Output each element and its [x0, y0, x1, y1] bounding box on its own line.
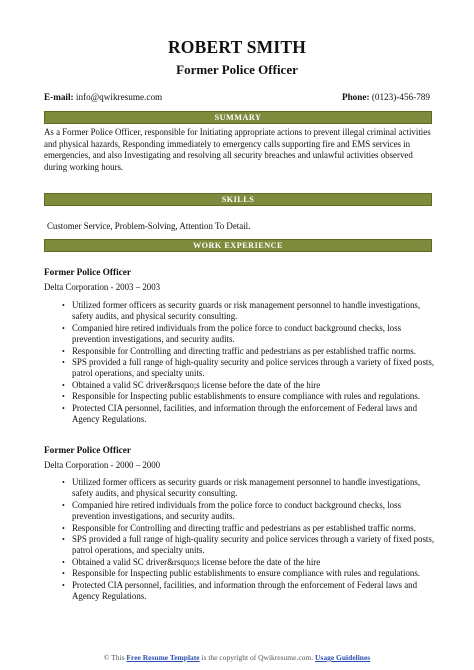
job-2-title: Former Police Officer — [44, 446, 132, 456]
bullet-icon: • — [62, 478, 65, 487]
summary-text: As a Former Police Officer, responsible for Initiating appropriate actions to prevent illegal criminal activities and physical hazards, Responding immediately to emergency calls supporting fire and EMS services in emergencies, and also Investigating and resolving all security breaches and unlawful activities observed during working hours. — [44, 127, 431, 173]
list-item: • Responsible for Inspecting public establishments to ensure compliance with rules and regulations. — [62, 391, 421, 402]
skills-text: Customer Service, Problem-Solving, Attention To Detail. — [47, 221, 251, 231]
skills-section-header: SKILLS — [44, 193, 432, 206]
bullet-icon: • — [62, 523, 65, 533]
job-1-title: Former Police Officer — [44, 268, 132, 278]
bullet-icon: • — [62, 500, 65, 510]
bullet-icon: • — [62, 580, 65, 590]
usage-guidelines-link[interactable]: Usage Guidelines — [315, 653, 371, 662]
list-item: • Obtained a valid SC driver&rsquo;s license before the date of the hire — [62, 556, 321, 567]
job-2-company: Delta Corporation - 2000 – 2000 — [44, 460, 161, 470]
list-item: • Protected CIA personnel, facilities, and information through the enforcement of Federal laws and Agency Regulations. — [62, 402, 418, 425]
job-1-duties — [44, 300, 436, 425]
list-item: • Utilized former officers as security guards or risk management personnel to handle investigations, safety audits, and physical security consulting. — [62, 477, 421, 499]
bullet-icon: • — [62, 301, 65, 310]
job-1-company: Delta Corporation - 2003 – 2003 — [44, 282, 161, 292]
copyright-prefix: © This — [103, 653, 125, 662]
list-item: • SPS provided a full range of high-quality security and police services through a variety of fixed posts, patrol operations, and specialty units. — [62, 534, 435, 556]
list-item: • Protected CIA personnel, facilities, and information through the enforcement of Federal laws and Agency Regulations. — [62, 579, 418, 602]
bullet-icon: • — [62, 557, 65, 567]
candidate-name: ROBERT SMITH — [167, 37, 307, 57]
experience-section-header: WORK EXPERIENCE — [44, 239, 432, 252]
bullet-icon: • — [62, 535, 65, 545]
list-item: • Responsible for Inspecting public establishments to ensure compliance with rules and regulations. — [62, 568, 421, 579]
email-label: E-mail: — [44, 92, 74, 102]
bullet-icon: • — [62, 392, 65, 402]
bullet-icon: • — [62, 403, 65, 413]
bullet-icon: • — [62, 358, 65, 368]
email-value[interactable]: info@qwikresume.com — [75, 92, 163, 102]
bullet-icon: • — [62, 569, 65, 579]
list-item: • Obtained a valid SC driver&rsquo;s license before the date of the hire — [62, 379, 321, 390]
bullet-icon: • — [62, 380, 65, 390]
copyright-footer — [0, 653, 474, 662]
job-2-duties — [44, 477, 436, 602]
free-resume-template-link[interactable]: Free Resume Template — [126, 653, 200, 662]
phone-line — [342, 92, 430, 102]
list-item: • SPS provided a full range of high-quality security and police services through a variety of fixed posts, patrol operations, and specialty units. — [62, 357, 435, 379]
list-item: • Companied hire retired individuals from the police force to conduct background checks, loss prevention investigations, and security audits. — [62, 499, 402, 522]
phone-value: (0123)-456-789 — [371, 92, 430, 102]
candidate-title: Former Police Officer — [176, 62, 298, 77]
summary-section-header: SUMMARY — [44, 111, 432, 124]
list-item: • Utilized former officers as security guards or risk management personnel to handle investigations, safety audits, and physical security consulting. — [62, 300, 421, 322]
copyright-text: is the copyright of Qwikresume.com. — [201, 653, 314, 662]
list-item: • Companied hire retired individuals from the police force to conduct background checks, loss prevention investigations, and security audits. — [62, 322, 402, 345]
list-item: • Responsible for Controlling and directing traffic and pedestrians as per established traffic norms. — [62, 522, 416, 533]
bullet-icon: • — [62, 346, 65, 356]
bullet-icon: • — [62, 323, 65, 333]
phone-label: Phone: — [341, 92, 370, 102]
list-item: • Responsible for Controlling and directing traffic and pedestrians as per established traffic norms. — [62, 345, 416, 356]
email-line — [44, 92, 162, 102]
